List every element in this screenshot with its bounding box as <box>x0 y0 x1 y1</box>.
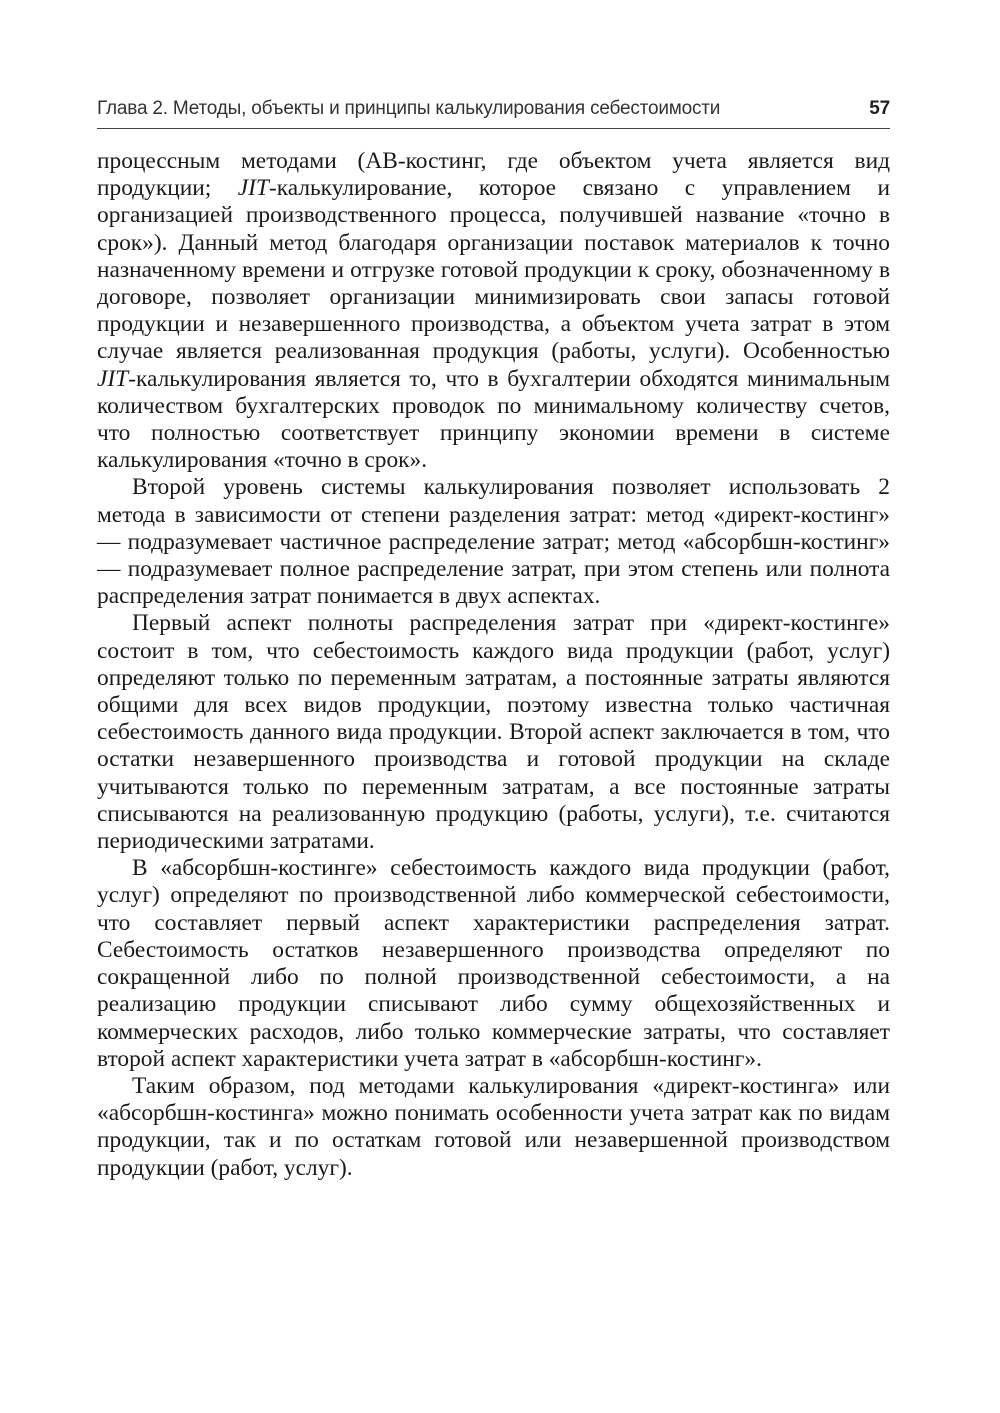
text-segment: Первый аспект полноты распределения затрат при «директ-костинге» состоит в том, что себестоимость каждого вида продукции (работ, услуг) определяют только по переменным затратам, а постоянные затраты являются общими для всех видов продукции, поэтому известна только частичная себестоимость данного вида продукции. Второй аспект заключается в том, что остатки незавершенного производства и готовой продукции на складе учитываются только по переменным затратам, а все постоянные затраты списываются на реализованную продукцию (работы, услуги), т.е. считаются периодическими затратами. <box>97 610 890 855</box>
text-segment-italic: JIT <box>237 175 269 202</box>
text-segment: -калькулирования является то, что в бухгалтерии обходятся минимальным количеством бухгалтерских проводок по минимальному количеству счетов, что полностью соответствует принципу экономии времени в системе калькулирования «точно в срок». <box>97 365 890 474</box>
paragraph-4 <box>97 855 890 1073</box>
body-text <box>97 148 890 1182</box>
chapter-title: Глава 2. Методы, объекты и принципы калькулирования себестоимости <box>97 98 721 119</box>
text-segment: Второй уровень системы калькулирования позволяет использовать 2 метода в зависимости от степени разделения затрат: метод «директ-костинг» — подразумевает частичное распределение затрат; метод «абсорбшн-костинг» — подразумевает полное распределение затрат, при этом степень или полнота распределения затрат понимается в двух аспектах. <box>97 474 890 610</box>
paragraph-1 <box>97 148 890 474</box>
paragraph-3 <box>97 610 890 855</box>
text-segment-italic: JIT <box>97 365 129 392</box>
text-segment: В «абсорбшн-костинге» себестоимость каждого вида продукции (работ, услуг) определяют по производственной либо коммерческой себестоимости, что составляет первый аспект характеристики распределения затрат. Себестоимость остатков незавершенного производства определяют по сокращенной либо по полной производственной себестоимости, а на реализацию продукции списывают либо сумму общехозяйственных и коммерческих расходов, либо только коммерческие затраты, что составляет второй аспект характеристики учета затрат в «абсорбшн-костинг». <box>97 855 890 1072</box>
text-segment: Таким образом, под методами калькулирования «директ-костинга» или «абсорбшн-костинга» можно понимать особенности учета затрат как по видам продукции, так и по остаткам готовой или незавершенной производством продукции (работ, услуг). <box>97 1072 890 1181</box>
paragraph-2 <box>97 474 890 610</box>
running-header <box>97 96 890 129</box>
paragraph-5 <box>97 1073 890 1182</box>
page-number: 57 <box>869 98 890 119</box>
text-segment: процессным методами (АВ-костинг, где объектом учета является вид продукции; <box>97 148 890 202</box>
text-segment: -калькулирование, которое связано с управлением и организацией производственного процесса, получившей название «точно в срок»). Данный метод благодаря организации поставок материалов к точно назначенному времени и отгрузке готовой продукции к сроку, обозначенному в договоре, позволяет организации минимизировать свои запасы готовой продукции и незавершенного производства, а объектом учета затрат в этом случае является реализованная продукция (работы, услуги). Особенностью <box>97 175 890 365</box>
